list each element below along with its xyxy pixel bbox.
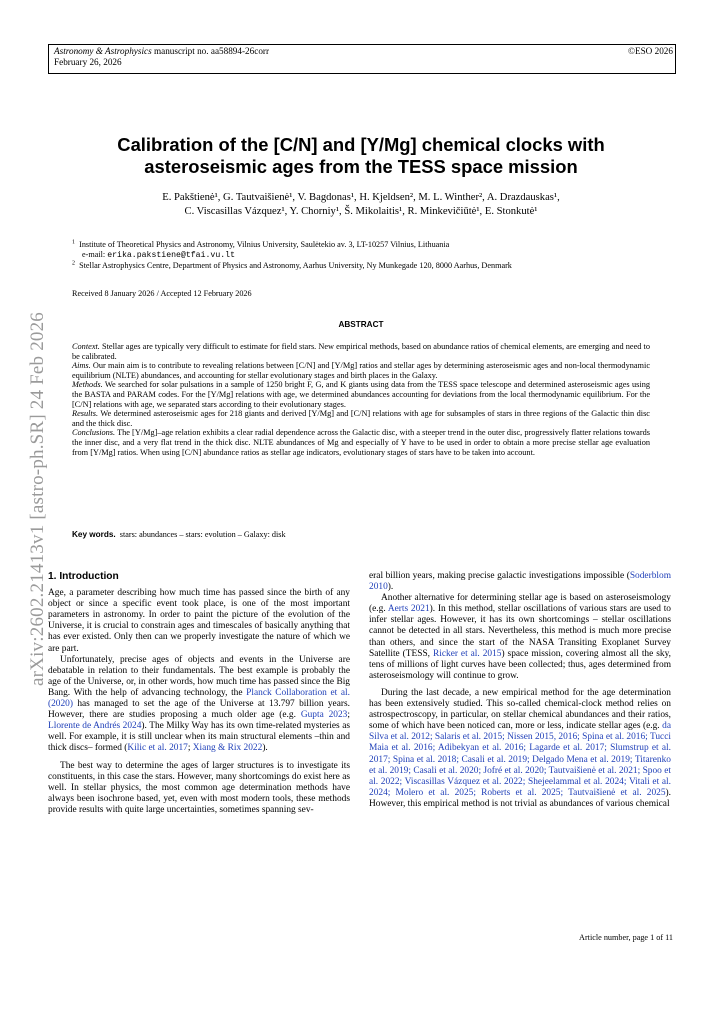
title-line-2: asteroseismic ages from the TESS space mission <box>144 156 578 177</box>
paper-title <box>72 134 650 178</box>
email-address[interactable]: erika.pakstiene@tfai.vu.lt <box>107 251 235 260</box>
citation-link[interactable]: Gupta 2023 <box>300 710 348 721</box>
citation-link[interactable]: Kilic et al. 2017 <box>127 743 188 754</box>
received-dates: Received 8 January 2026 / Accepted 12 February 2026 <box>72 289 252 298</box>
citation-link[interactable]: Aerts 2021 <box>387 604 430 615</box>
citation-link[interactable]: Llorente de Andrés 2024 <box>48 721 142 732</box>
abstract-context: Context. Stellar ages are typically very difficult to estimate for field stars. New empirical methods, based on abundance ratios of chemical elements, are emerging and need to be calibrated. <box>72 342 651 361</box>
paragraph: Another alternative for determining stellar age is based on asteroseismology (e.g. Aerts 2021). In this method, stellar oscillations of various stars are used to infer stellar ages. However, it has its own shortcomings – stellar oscillations cannot be detected in all stars. Nevertheless, this method is much more precise than others, and since the start of the NASA Transiting Exoplanet Survey Satellite (TESS, Ricker et al. 2015) space mission, covering almost all the sky, tens of millions of light curves have been collected; thus, ages determined from asteroseismology will continue to grow. <box>369 593 671 681</box>
keywords-label: Key words. <box>72 530 116 539</box>
left-column <box>48 571 350 816</box>
authors-line-2: C. Viscasillas Vázquez¹, Y. Chorniy¹, Š. Mikolaitis¹, R. Minkevičiūtė¹, E. Stonkutė¹ <box>184 206 538 217</box>
header-copyright: ©ESO 2026 <box>627 46 673 56</box>
manuscript-number: manuscript no. aa58894-26corr <box>153 46 270 56</box>
right-column <box>369 571 671 810</box>
keywords-list: stars: abundances – stars: evolution – Galaxy: disk <box>119 530 286 539</box>
affiliation-2: Stellar Astrophysics Centre, Department of Physics and Astronomy, Aarhus University, Ny Munkegade 120, 8000 Aarhus, Denmark <box>79 261 512 270</box>
abstract-conclusions: Conclusions. The [Y/Mg]–age relation exhibits a clear radial dependence across the Galactic disc, with a steeper trend in the outer disc, progressively flatter relations towards the inner disc, and a very flat trend in the thick disc. NLTE abundances of Mg and especially of Y have to be used in order to obtain a more precise stellar age evaluation from [Y/Mg] ratios. When using [C/N] abundance ratios as stellar age indicators, evolutionary stages of stars have to be taken into account. <box>72 428 650 457</box>
citation-link[interactable]: Xiang & Rix 2022 <box>192 743 263 754</box>
paragraph: The best way to determine the ages of larger structures is to investigate its constituents, in this case the stars. However, many shortcomings do exist here as well. In stellar physics, the most common age determination methods have always been isochrone based, yet, even with most modern tools, these methods provide results with quite large uncertainties, sometimes spanning sev- <box>48 760 350 815</box>
paragraph: During the last decade, a new empirical method for the age determination has been extensively studied. This so-called chemical-clock method relies on astrospectroscopy, in particular, on stellar chemical abundances and their ratios, some of which have been noticed can, more or less, indicate stellar ages (e.g. da Silva et al. 2012; Salaris et al. 2015; Nissen 2015, 2016; Spina et al. 2016; Tucci Maia et al. 2016; Adibekyan et al. 2016; Lagarde et al. 2017; Slumstrup et al. 2017; Spina et al. 2018; Casali et al. 2019; Delgado Mena et al. 2019; Titarenko et al. 2019; Casali et al. 2020; Jofré et al. 2020; Tautvaišienė et al. 2021; Spoo et al. 2022; Viscasillas Vázquez et al. 2022; Shejeelammal et al. 2024; Vitali et al. 2024; Molero et al. 2025; Roberts et al. 2025; Tautvaišienė et al. 2025). However, this empirical method is not trivial as abundances of various chemical <box>369 687 671 809</box>
title-line-1: Calibration of the [C/N] and [Y/Mg] chemical clocks with <box>117 134 605 155</box>
page-footer: Article number, page 1 of 11 <box>579 933 673 942</box>
abstract-body <box>72 342 650 457</box>
journal-name: Astronomy & Astrophysics <box>54 46 152 56</box>
affiliation-1: Institute of Theoretical Physics and Astronomy, Vilnius University, Saulėtekio av. 3, LT-10257 Vilnius, Lithuania <box>79 240 450 249</box>
abstract-methods: Methods. We searched for solar pulsations in a sample of 1250 bright F, G, and K giants using data from the TESS space telescope and determined asteroseismic ages using the BASTA and PARAM codes. For the [Y/Mg] relations with age, we determined abundances accounting for deviations from the local thermodynamic equilibrium. For the [C/N] relations with age, we separated stars according to their evolutionary stages. <box>72 380 650 409</box>
keywords <box>72 530 650 539</box>
section-heading: 1. Introduction <box>48 571 119 582</box>
authors-line-1: E. Pakštienė¹, G. Tautvaišienė¹, V. Bagdonas¹, H. Kjeldsen², M. L. Winther², A. Drazdauskas¹, <box>162 192 560 203</box>
abstract-heading: ABSTRACT <box>338 320 384 329</box>
header-date: February 26, 2026 <box>54 57 122 67</box>
author-list <box>72 191 650 219</box>
abstract-results: Results. We determined asteroseismic ages for 218 giants and derived [Y/Mg] and [C/N] relations with age for subsamples of stars in three regions of the Galactic thin disc and the thick disc. <box>72 409 650 428</box>
citation-list[interactable]: da Silva et al. 2012; Salaris et al. 2015; Nissen 2015, 2016; Spina et al. 2016; Tucci Maia et al. 2016; Adibekyan et al. 2016; Lagarde et al. 2017; Slumstrup et al. 2017; Spina et al. 2018; Casali et al. 2019; Delgado Mena et al. 2019; Titarenko et al. 2019; Casali et al. 2020; Jofré et al. 2020; Tautvaišienė et al. 2021; Spoo et al. 2022; Viscasillas Vázquez et al. 2022; Shejeelammal et al. 2024; Vitali et al. 2024; Molero et al. 2025; Roberts et al. 2025; Tautvaišienė et al. 2025 <box>369 721 671 798</box>
paragraph: Age, a parameter describing how much time has passed since the birth of any object or since a specific event took place, is one of the most important parameters in astronomy. In order to paint the picture of the evolution of the Universe, it is crucial to constrain ages and timescales of basically anything that has ever existed. Only then can we properly investigate the nature of which we are part. <box>48 588 350 654</box>
running-header-left <box>54 46 269 68</box>
citation-link[interactable]: Planck Collaboration et al. (2020) <box>48 687 350 710</box>
email-prefix: e-mail: <box>82 250 108 259</box>
affiliations: $^1$ Institute of Theoretical Physics and Astronomy, Vilnius University, Saulėtekio av. 3, LT-10257 Vilnius, Lithuania e-mail: erika.pakstiene@tfai.vu.lt $^2$ Stellar Astrophysics Centre, Department of Physics and Astronomy, Aarhus University, Ny Munkegade 120, 8000 Aarhus, Denmark <box>72 239 512 270</box>
citation-link[interactable]: Soderblom 2010 <box>369 571 671 593</box>
abstract-aims: Aims. Our main aim is to contribute to revealing relations between [C/N] and [Y/Mg] ratios and stellar ages by determining asteroseismic ages and non-local thermodynamic equilibrium (NLTE) abundances, and accounting for stellar evolutionary stages and birth places in the Galaxy. <box>72 361 651 380</box>
paragraph: eral billion years, making precise galactic investigations impossible (Soderblom 2010). <box>369 571 671 593</box>
paragraph: Unfortunately, precise ages of objects and events in the Universe are debatable in relation to their fundamentals. The best example is probably the age of the Universe, or, in other words, how much time has passed since the Big Bang. With the help of advancing technology, the Planck Collaboration et al. (2020) has managed to set the age of the Universe at 13.797 billion years. However, there are studies proposing a much older age (e.g. Gupta 2023; Llorente de Andrés 2024). The Milky Way has its own time-related mysteries as well. For example, it is still unclear when its main structural elements –thin and thick discs– formed (Kilic et al. 2017; Xiang & Rix 2022). <box>48 654 351 754</box>
arxiv-stamp: arXiv:2602.21413v1 [astro-ph.SR] 24 Feb 2026 <box>27 312 48 686</box>
citation-link[interactable]: Ricker et al. 2015 <box>432 648 502 659</box>
